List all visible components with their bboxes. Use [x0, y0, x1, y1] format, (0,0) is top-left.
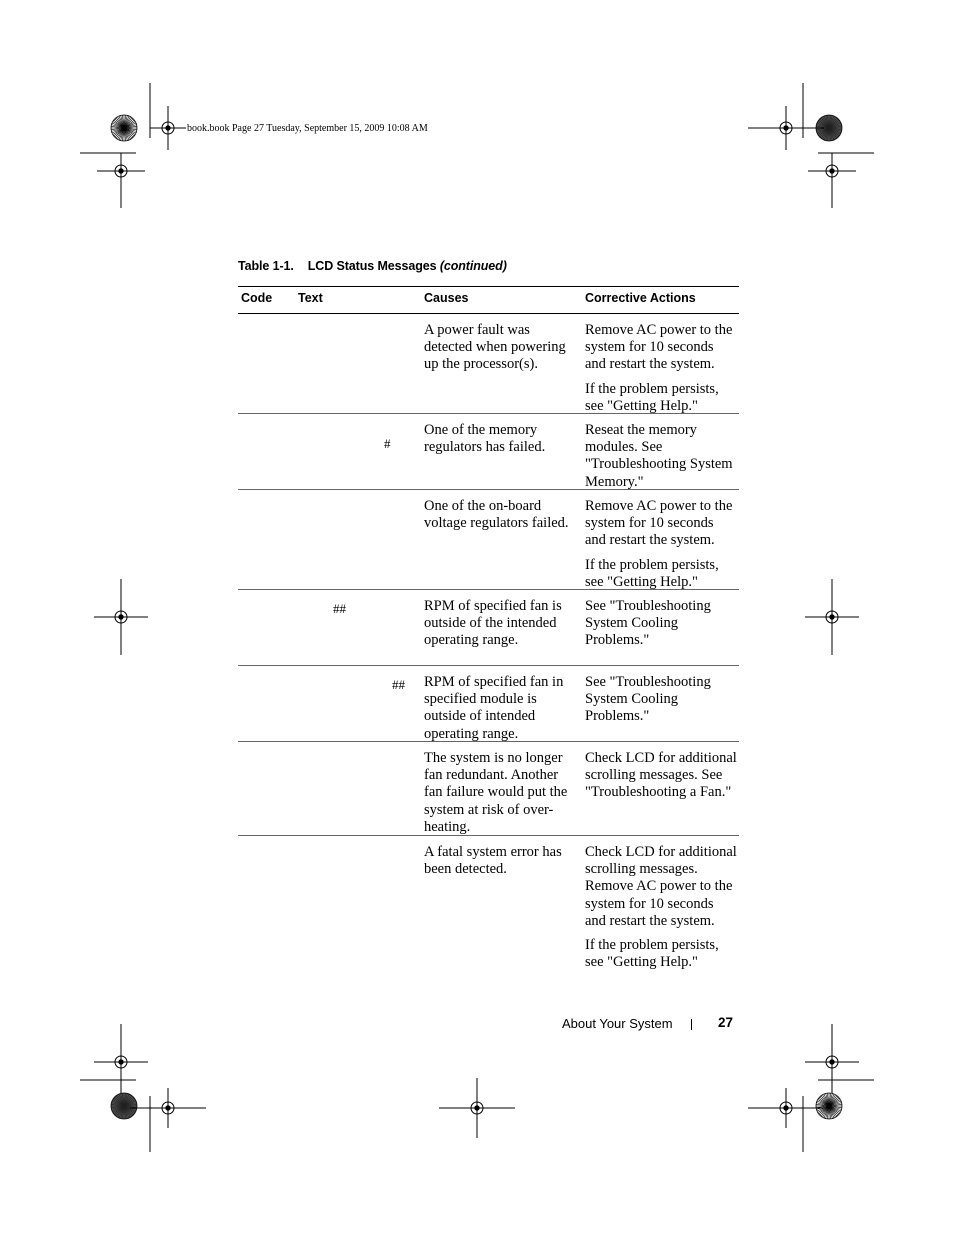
table-row — [238, 414, 739, 490]
table-row — [238, 836, 739, 986]
row-cause: A power fault was detected when powering up the processor(s). — [424, 322, 566, 373]
starburst-mark-icon — [111, 115, 137, 141]
starburst-mark-icon — [111, 1093, 137, 1119]
row-cause: One of the memory regulators has failed. — [424, 422, 546, 456]
row-actions — [585, 674, 737, 733]
row-action-text: If the problem persists, see "Getting Help." — [585, 556, 719, 590]
row-actions — [585, 322, 737, 422]
row-actions — [585, 598, 737, 657]
starburst-mark-icon — [816, 1093, 842, 1119]
header-code: Code — [241, 291, 273, 305]
row-actions — [585, 422, 737, 498]
row-text-code: ## — [333, 601, 346, 616]
row-action-text: Remove AC power to the system for 10 seconds and restart the system. — [585, 498, 733, 549]
row-cause: A fatal system error has been detected. — [424, 844, 562, 878]
header-text: Text — [298, 291, 323, 305]
row-action-text: If the problem persists, see "Getting Help." — [585, 937, 719, 971]
print-slug: book.book Page 27 Tuesday, September 15, 2009 10:08 AM — [187, 123, 428, 134]
row-text-code: # — [384, 436, 391, 451]
table-caption-title: LCD Status Messages — [307, 259, 437, 273]
row-actions — [585, 750, 737, 809]
row-actions — [585, 498, 737, 598]
table-row — [238, 666, 739, 742]
row-cause: The system is no longer fan redundant. Another fan failure would put the system at risk of over-heating. — [424, 750, 568, 835]
row-action-text: Check LCD for additional scrolling messages. Remove AC power to the system for 10 seconds and restart the system. — [585, 844, 737, 929]
table-row — [238, 742, 739, 836]
table-caption — [238, 259, 507, 273]
page-number: 27 — [718, 1015, 734, 1030]
table-caption-continued: (continued) — [439, 259, 507, 273]
table-row — [238, 490, 739, 590]
row-cause: One of the on-board voltage regulators failed. — [424, 498, 569, 532]
header-corrective-actions: Corrective Actions — [585, 291, 696, 305]
row-cause: RPM of specified fan is outside of the intended operating range. — [424, 598, 562, 649]
table-row — [238, 590, 739, 666]
row-actions — [585, 844, 737, 978]
header-causes: Causes — [424, 291, 469, 305]
lcd-status-table — [238, 286, 739, 986]
footer-section-title: About Your System — [562, 1016, 673, 1031]
table-header-row — [238, 286, 739, 314]
row-action-text: Remove AC power to the system for 10 seconds and restart the system. — [585, 322, 733, 373]
footer-divider — [691, 1019, 692, 1030]
row-action-text: Check LCD for additional scrolling messages. See "Troubleshooting a Fan." — [585, 750, 737, 801]
row-action-text: See "Troubleshooting System Cooling Problems." — [585, 598, 711, 649]
row-action-text: See "Troubleshooting System Cooling Problems." — [585, 674, 711, 725]
row-action-text: If the problem persists, see "Getting Help." — [585, 380, 719, 414]
table-caption-number: Table 1-1. — [238, 259, 294, 273]
row-action-text: Reseat the memory modules. See "Troubleshooting System Memory." — [585, 422, 733, 490]
row-cause: RPM of specified fan in specified module is outside of intended operating range. — [424, 674, 564, 742]
table-row — [238, 314, 739, 414]
row-text-code: ## — [392, 677, 405, 692]
